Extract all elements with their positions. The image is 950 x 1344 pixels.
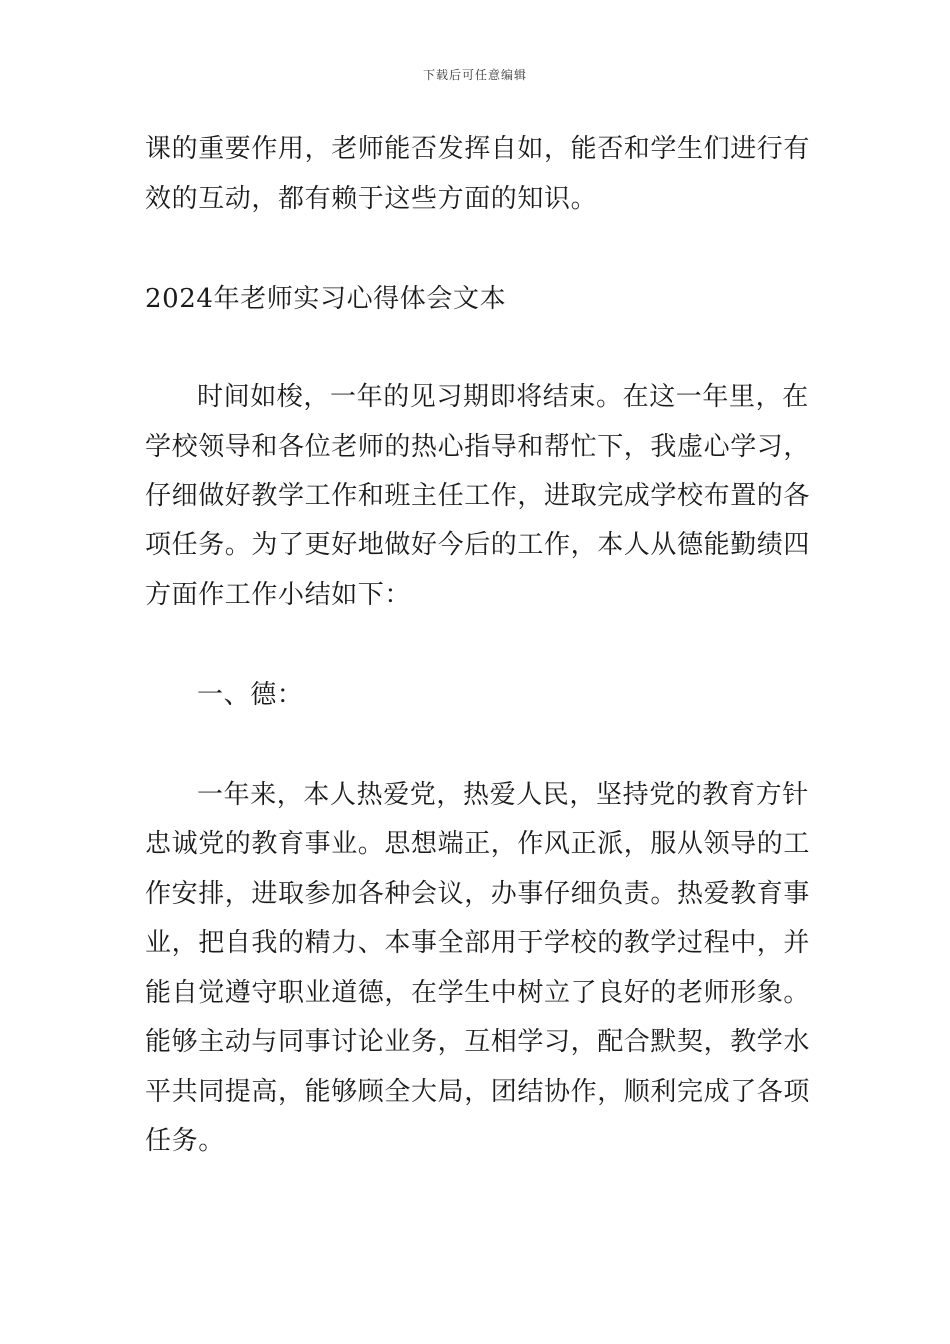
paragraph-line: 时间如梭，一年的见习期即将结束。在这一年里，在 xyxy=(197,382,809,412)
paragraph-line: 平共同提高，能够顾全大局，团结协作，顺利完成了各项 xyxy=(145,1077,811,1107)
intro-line: 效的互动，都有赖于这些方面的知识。 xyxy=(145,184,598,214)
document-title: 2024年老师实习心得体会文本 xyxy=(145,284,507,314)
paragraph-line: 学校领导和各位老师的热心指导和帮忙下，我虚心学习， xyxy=(145,432,811,462)
paragraph-line: 能自觉遵守职业道德，在学生中树立了良好的老师形象。 xyxy=(145,978,811,1008)
page-header-note: 下载后可任意编辑 xyxy=(422,68,527,82)
section-heading: 一、德： xyxy=(197,680,304,710)
paragraph-line: 忠诚党的教育事业。思想端正，作风正派，服从领导的工 xyxy=(145,829,811,859)
paragraph-line: 仔细做好教学工作和班主任工作，进取完成学校布置的各 xyxy=(145,481,811,511)
intro-line: 课的重要作用，老师能否发挥自如，能否和学生们进行有 xyxy=(145,134,811,164)
paragraph-line: 作安排，进取参加各种会议，办事仔细负责。热爱教育事 xyxy=(145,879,811,909)
paragraph-line: 业，把自我的精力、本事全部用于学校的教学过程中，并 xyxy=(145,928,811,958)
paragraph-line: 任务。 xyxy=(145,1126,225,1156)
paragraph-line: 方面作工作小结如下： xyxy=(145,580,412,610)
paragraph-line: 一年来，本人热爱党，热爱人民，坚持党的教育方针 xyxy=(197,780,809,810)
paragraph-line: 项任务。为了更好地做好今后的工作，本人从德能勤绩四 xyxy=(145,530,811,560)
paragraph-line: 能够主动与同事讨论业务，互相学习，配合默契，教学水 xyxy=(145,1027,811,1057)
